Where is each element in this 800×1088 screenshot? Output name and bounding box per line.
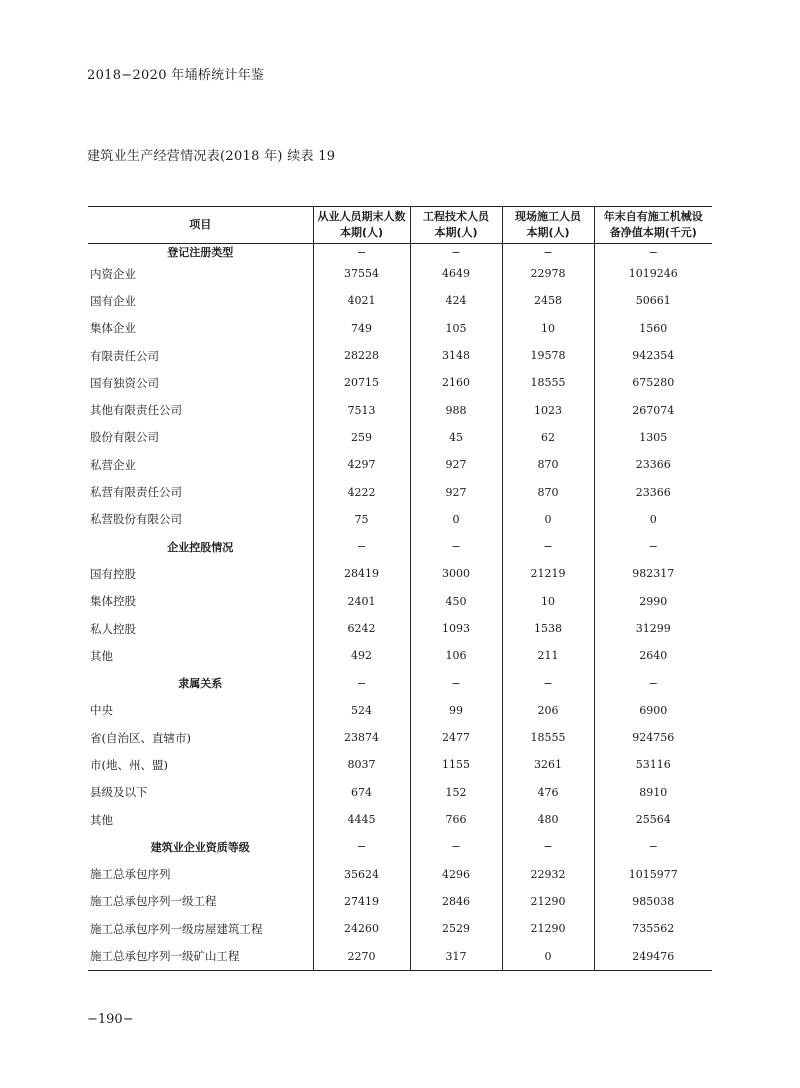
table-cell: 424 — [410, 287, 502, 314]
section-header-row — [88, 244, 712, 261]
table-cell: 22932 — [502, 861, 594, 888]
table-cell: 8037 — [313, 751, 410, 778]
table-row — [88, 260, 712, 287]
row-label: 国有独资公司 — [90, 375, 159, 390]
statistics-table — [88, 206, 712, 971]
table-row — [88, 506, 712, 533]
table-cell: 106 — [410, 642, 502, 669]
row-label: 私营企业 — [90, 457, 136, 472]
table-cell: 942354 — [594, 342, 712, 369]
row-label: 私营有限责任公司 — [90, 485, 182, 500]
table-cell: − — [410, 244, 502, 261]
table-cell: − — [313, 833, 410, 860]
table-row — [88, 915, 712, 942]
table-cell: − — [594, 533, 712, 560]
table-cell: 317 — [410, 942, 502, 970]
table-cell: 23366 — [594, 478, 712, 505]
section-header-row — [88, 533, 712, 560]
row-label: 省(自治区、直辖市) — [90, 730, 191, 745]
table-cell: 450 — [410, 588, 502, 615]
row-label: 其他 — [90, 812, 113, 827]
table-cell: 249476 — [594, 942, 712, 970]
table-cell: 2529 — [410, 915, 502, 942]
table-cell: 2270 — [313, 942, 410, 970]
table-body — [88, 244, 712, 971]
page-number: −190− — [87, 1012, 134, 1027]
column-header-employees — [313, 207, 410, 244]
table-cell: 985038 — [594, 888, 712, 915]
table-cell: 0 — [594, 506, 712, 533]
table-cell: 2990 — [594, 588, 712, 615]
table-cell: 0 — [502, 942, 594, 970]
table-cell: 6242 — [313, 615, 410, 642]
table-row — [88, 315, 712, 342]
table-cell: 50661 — [594, 287, 712, 314]
table-cell: 2160 — [410, 369, 502, 396]
row-label: 其他 — [90, 648, 113, 663]
table-cell: 674 — [313, 779, 410, 806]
table-cell: 749 — [313, 315, 410, 342]
table-cell: 21290 — [502, 915, 594, 942]
table-cell: 0 — [502, 506, 594, 533]
row-label: 施工总承包序列一级工程 — [90, 894, 217, 909]
column-header-line2: 本期(人) — [526, 226, 570, 239]
table-cell: 18555 — [502, 369, 594, 396]
row-label: 县级及以下 — [90, 785, 148, 800]
column-header-line1: 从业人员期末人数 — [317, 210, 406, 223]
row-label: 其他有限责任公司 — [90, 403, 182, 418]
table-row — [88, 451, 712, 478]
table-cell: 1093 — [410, 615, 502, 642]
table-cell: 7513 — [313, 396, 410, 423]
table-cell: 10 — [502, 588, 594, 615]
column-header-line1: 项目 — [189, 218, 212, 231]
table-cell: 870 — [502, 478, 594, 505]
table-cell: 4445 — [313, 806, 410, 833]
table-cell: − — [313, 244, 410, 261]
section-title: 登记注册类型 — [167, 246, 234, 259]
column-header-line1: 工程技术人员 — [423, 210, 489, 223]
table-cell: 19578 — [502, 342, 594, 369]
column-header-line2: 本期(人) — [434, 226, 478, 239]
table-cell: 75 — [313, 506, 410, 533]
table-cell: 6900 — [594, 697, 712, 724]
table-cell: − — [313, 669, 410, 696]
table-cell: 2640 — [594, 642, 712, 669]
table-cell: 2846 — [410, 888, 502, 915]
row-label: 股份有限公司 — [90, 430, 159, 445]
column-header-technical-staff — [410, 207, 502, 244]
table-cell: 1305 — [594, 424, 712, 451]
table-row — [88, 724, 712, 751]
table-row — [88, 396, 712, 423]
table-row — [88, 942, 712, 970]
table-cell: 3000 — [410, 560, 502, 587]
table-cell: 3148 — [410, 342, 502, 369]
column-header-item — [88, 207, 313, 244]
table-cell: 2477 — [410, 724, 502, 751]
table-cell: 21219 — [502, 560, 594, 587]
table-cell: 24260 — [313, 915, 410, 942]
table-cell: 1015977 — [594, 861, 712, 888]
row-label: 中央 — [90, 703, 113, 718]
table-cell: 988 — [410, 396, 502, 423]
column-header-line2: 本期(人) — [339, 226, 384, 239]
table-cell: 1019246 — [594, 260, 712, 287]
section-title: 企业控股情况 — [167, 540, 234, 554]
table-row — [88, 751, 712, 778]
table-row — [88, 806, 712, 833]
table-cell: 982317 — [594, 560, 712, 587]
table-row — [88, 697, 712, 724]
table-cell: − — [313, 533, 410, 560]
table-cell: 4297 — [313, 451, 410, 478]
row-label: 国有企业 — [90, 293, 136, 308]
table-row — [88, 588, 712, 615]
row-label: 私营股份有限公司 — [90, 512, 182, 527]
table-cell: − — [502, 244, 594, 261]
table-cell: − — [502, 533, 594, 560]
table-cell: 22978 — [502, 260, 594, 287]
table-cell: 4296 — [410, 861, 502, 888]
table-row — [88, 287, 712, 314]
table-cell: 0 — [410, 506, 502, 533]
column-header-line2: 备净值本期(千元) — [609, 226, 697, 239]
table-cell: 28228 — [313, 342, 410, 369]
table-cell: 99 — [410, 697, 502, 724]
table-cell: 23366 — [594, 451, 712, 478]
table-cell: 480 — [502, 806, 594, 833]
table-cell: 206 — [502, 697, 594, 724]
table-cell: − — [594, 833, 712, 860]
row-label: 有限责任公司 — [90, 348, 159, 363]
table-cell: 20715 — [313, 369, 410, 396]
table-cell: 21290 — [502, 888, 594, 915]
table-cell: 1023 — [502, 396, 594, 423]
table-cell: 267074 — [594, 396, 712, 423]
table-cell: 766 — [410, 806, 502, 833]
table-row — [88, 478, 712, 505]
table-cell: 37554 — [313, 260, 410, 287]
row-label: 内资企业 — [90, 266, 136, 281]
table-cell: 2401 — [313, 588, 410, 615]
table-cell: 18555 — [502, 724, 594, 751]
table-row — [88, 888, 712, 915]
table-cell: 735562 — [594, 915, 712, 942]
row-label: 私人控股 — [90, 621, 136, 636]
running-head: 2018−2020 年埇桥统计年鉴 — [87, 68, 265, 83]
table-cell: 259 — [313, 424, 410, 451]
table-cell: 1155 — [410, 751, 502, 778]
table-cell: − — [502, 669, 594, 696]
table-cell: 27419 — [313, 888, 410, 915]
row-label: 集体控股 — [90, 594, 136, 609]
table-row — [88, 779, 712, 806]
row-label: 施工总承包序列一级房屋建筑工程 — [90, 921, 263, 936]
section-header-row — [88, 833, 712, 860]
section-title: 建筑业企业资质等级 — [150, 840, 250, 854]
table-cell: 2458 — [502, 287, 594, 314]
table-cell: 675280 — [594, 369, 712, 396]
table-cell: 10 — [502, 315, 594, 342]
table-cell: 62 — [502, 424, 594, 451]
column-header-line1: 年末自有施工机械设 — [603, 210, 703, 223]
table-cell: 4649 — [410, 260, 502, 287]
table-cell: 524 — [313, 697, 410, 724]
table-cell: 870 — [502, 451, 594, 478]
header-row — [88, 207, 712, 244]
table-cell: − — [410, 533, 502, 560]
table-cell: 3261 — [502, 751, 594, 778]
table-row — [88, 861, 712, 888]
column-header-line1: 现场施工人员 — [515, 210, 581, 223]
table-cell: − — [410, 669, 502, 696]
table-cell: 25564 — [594, 806, 712, 833]
table-cell: 45 — [410, 424, 502, 451]
table-row — [88, 424, 712, 451]
table-cell: 1538 — [502, 615, 594, 642]
table-cell: − — [594, 669, 712, 696]
section-title: 隶属关系 — [178, 677, 223, 691]
table-cell: − — [594, 244, 712, 261]
table-cell: 4222 — [313, 478, 410, 505]
row-label: 施工总承包序列 — [90, 867, 171, 882]
table-cell: 211 — [502, 642, 594, 669]
table-row — [88, 342, 712, 369]
table-cell: 152 — [410, 779, 502, 806]
column-header-machinery-value — [594, 207, 712, 244]
table-cell: 1560 — [594, 315, 712, 342]
column-header-site-workers — [502, 207, 594, 244]
table-cell: 53116 — [594, 751, 712, 778]
table-cell: 492 — [313, 642, 410, 669]
row-label: 集体企业 — [90, 321, 136, 336]
table-cell: 105 — [410, 315, 502, 342]
table-cell: 924756 — [594, 724, 712, 751]
table-row — [88, 615, 712, 642]
table-cell: − — [410, 833, 502, 860]
table-row — [88, 560, 712, 587]
table-cell: 476 — [502, 779, 594, 806]
table-cell: 35624 — [313, 861, 410, 888]
table-cell: 8910 — [594, 779, 712, 806]
table-cell: 927 — [410, 451, 502, 478]
table-cell: 4021 — [313, 287, 410, 314]
section-header-row — [88, 669, 712, 696]
row-label: 市(地、州、盟) — [90, 757, 168, 772]
table-cell: 927 — [410, 478, 502, 505]
row-label: 施工总承包序列一级矿山工程 — [90, 949, 240, 964]
table-cell: 23874 — [313, 724, 410, 751]
table-cell: 31299 — [594, 615, 712, 642]
table-title: 建筑业生产经营情况表(2018 年) 续表 19 — [87, 149, 336, 164]
table-row — [88, 642, 712, 669]
table-cell: − — [502, 833, 594, 860]
table-row — [88, 369, 712, 396]
table-cell: 28419 — [313, 560, 410, 587]
row-label: 国有控股 — [90, 566, 136, 581]
